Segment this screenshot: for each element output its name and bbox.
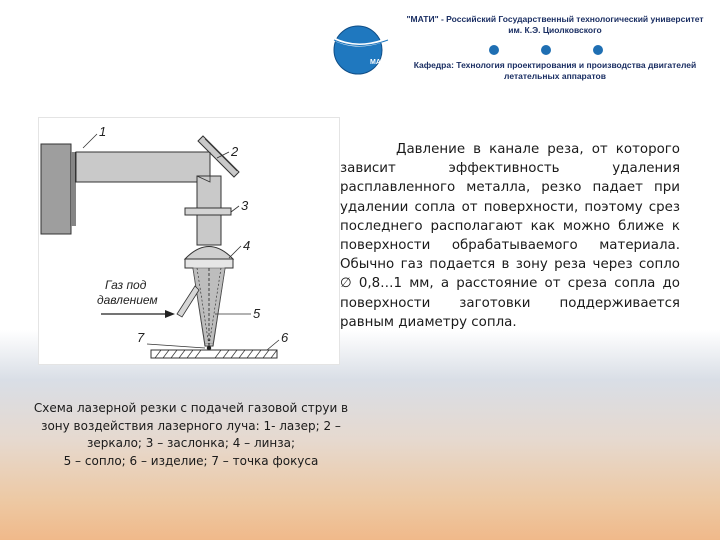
caption-line1: Схема лазерной резки с подачей газовой струи в	[33, 401, 349, 415]
gas-arrow-icon	[165, 310, 175, 318]
label-1: 1	[99, 124, 107, 139]
university-line1: "МАТИ" - Российский Государственный технологический университет	[406, 14, 704, 24]
university-line2: им. К.Э. Циолковского	[508, 25, 602, 35]
mati-logo	[328, 18, 392, 78]
caption-line4: 5 – сопло; 6 – изделие; 7 – точка фокуса	[63, 453, 319, 468]
department-name	[398, 60, 712, 82]
university-name	[398, 14, 712, 36]
laser-cutting-diagram	[38, 117, 340, 365]
laser-beam-horizontal	[76, 152, 210, 182]
label-2: 2	[231, 144, 239, 159]
diagram-svg	[39, 118, 339, 364]
laser-beam-vertical	[197, 176, 221, 208]
label-5: 5	[253, 306, 261, 321]
figure-caption	[26, 400, 356, 470]
label-3: 3	[241, 198, 249, 213]
label-7: 7	[137, 330, 145, 345]
caption-line3: зеркало; 3 – заслонка; 4 – линза;	[86, 436, 296, 450]
label-6: 6	[281, 330, 289, 345]
label-4: 4	[243, 238, 251, 253]
laser-body	[41, 144, 71, 234]
gas-label-line2: давлением	[97, 293, 158, 307]
main-paragraph: Давление в канале реза, от которого зависит эффективность удаления расплавленного металла, резко падает при удалении сопла от поверхности, поэтому срез последнего располагают как можно ближе к поверхности обрабатываемого материала. Обычно газ подается в зону реза через сопло ∅ 0,8…1 мм, а расстояние от среза сопла до поверхности заготовки поддерживается равным диаметру сопла.	[340, 142, 680, 330]
caption-line2: зону воздействия лазерного луча: 1- лазер; 2 –	[41, 418, 341, 433]
logo-text: МАТИ	[370, 59, 390, 66]
gas-label-line1: Газ под	[105, 278, 147, 292]
department-line1: Кафедра: Технология проектирования и производства двигателей	[413, 60, 697, 70]
department-line2: летательных аппаратов	[504, 71, 606, 81]
lens	[185, 247, 233, 260]
shutter	[185, 208, 231, 215]
decorative-dots	[484, 42, 614, 58]
